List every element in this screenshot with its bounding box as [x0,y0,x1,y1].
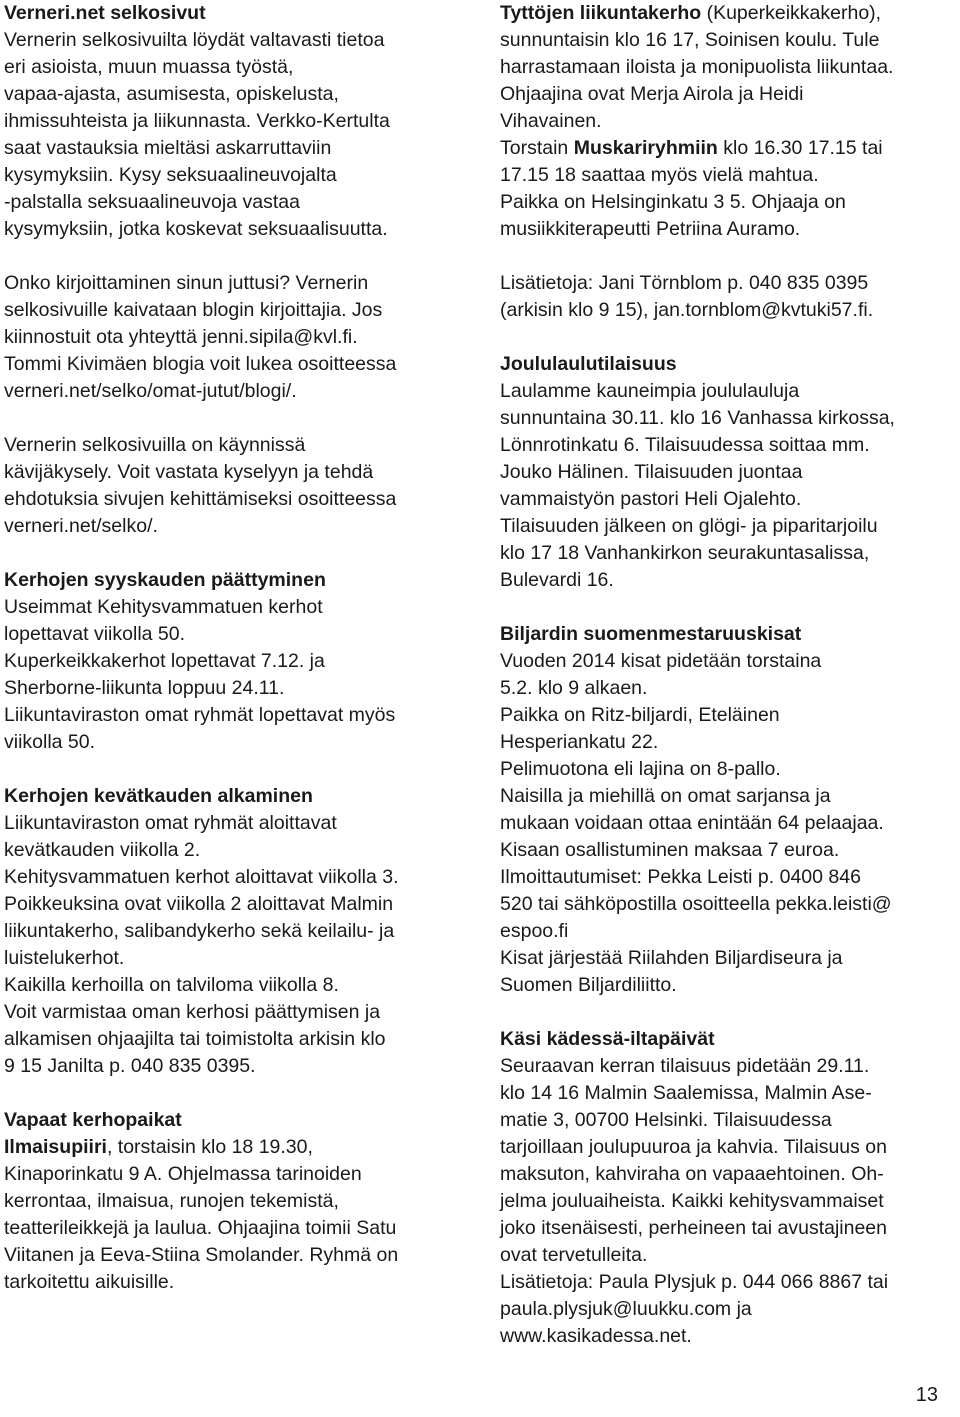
text-line: Ohjaajina ovat Merja Airola ja Heidi [500,83,804,105]
text-line: www.kasikadessa.net. [500,1325,692,1347]
section-hand-in-hand-afternoons [500,1026,956,1350]
text-line: -palstalla seksuaalineuvoja vastaa [4,191,300,213]
text-line: kiinnostuit ota yhteyttä jenni.sipila@kvl.fi. [4,326,358,348]
heading-verneri-selkosivut: Verneri.net selkosivut [4,2,206,24]
text-line: verneri.net/selko/omat-jutut/blogi/. [4,380,297,402]
text-line: Jouko Hälinen. Tilaisuuden juontaa [500,461,803,483]
heading-billiards-championship: Biljardin suomenmestaruuskisat [500,623,802,645]
text-line: matie 3, 00700 Helsinki. Tilaisuudessa [500,1109,832,1131]
text-line: liikuntakerho, salibandykerho sekä keilailu- ja [4,920,395,942]
text-fragment: klo 16.30 17.15 tai [717,137,883,159]
text-line: Useimmat Kehitysvammatuen kerhot [4,596,323,618]
text-line: selkosivuille kaivataan blogin kirjoittajia. Jos [4,299,383,321]
text-line: Liikuntaviraston omat ryhmät aloittavat [4,812,337,834]
text-line: Kaikilla kerhoilla on talviloma viikolla 8. [4,974,339,996]
text-fragment: (Kuperkeikkakerho), [701,2,882,24]
text-line: Vernerin selkosivuilta löydät valtavasti tietoa [4,29,385,51]
text-line: Voit varmistaa oman kerhosi päättymisen ja [4,1001,381,1023]
text-line: kävijäkysely. Voit vastata kyselyyn ja tehdä [4,461,374,483]
text-line: Lönnrotinkatu 6. Tilaisuudessa soittaa mm. [500,434,870,456]
text-line: Kehitysvammatuen kerhot aloittavat viikolla 3. [4,866,399,888]
text-line: Poikkeuksina ovat viikolla 2 aloittavat Malmin [4,893,394,915]
text-line: Vihavainen. [500,110,602,132]
text-line: Onko kirjoittaminen sinun juttusi? Vernerin [4,272,369,294]
section-verneri-selkosivut [4,0,474,243]
text-line: Seuraavan kerran tilaisuus pidetään 29.11. [500,1055,870,1077]
text-line: Vuoden 2014 kisat pidetään torstaina [500,650,822,672]
club-name-girls-sports: Tyttöjen liikuntakerho [500,2,702,24]
text-line: ehdotuksia sivujen kehittämiseksi osoitteessa [4,488,397,510]
text-line: Tilaisuuden jälkeen on glögi- ja piparitarjoilu [500,515,878,537]
text-fragment: , torstaisin klo 18 19.30, [106,1136,313,1158]
text-line: Kisat järjestää Riilahden Biljardiseura ja [500,947,843,969]
text-line: Lisätietoja: Jani Törnblom p. 040 835 0395 [500,272,869,294]
text-line: Viitanen ja Eeva-Stiina Smolander. Ryhmä on [4,1244,399,1266]
text-line: (arkisin klo 9 15), jan.tornblom@kvtuki57.fi. [500,299,874,321]
text-line: eri asioista, muun muassa työstä, [4,56,294,78]
text-line: ovat tervetulleita. [500,1244,648,1266]
text-line: harrastamaan iloista ja monipuolista liikuntaa. [500,56,894,78]
text-line: vammaistyön pastori Heli Ojalehto. [500,488,802,510]
text-line: Hesperiankatu 22. [500,731,659,753]
text-line: 9 15 Janilta p. 040 835 0395. [4,1055,256,1077]
section-billiards-championship [500,621,956,999]
text-line: Pelimuotona eli lajina on 8-pallo. [500,758,781,780]
heading-christmas-carols: Joululaulutilaisuus [500,353,677,375]
text-line: Kinaporinkatu 9 A. Ohjelmassa tarinoiden [4,1163,362,1185]
section-christmas-carols [500,351,956,594]
text-line: Naisilla ja miehillä on omat sarjansa ja [500,785,831,807]
text-line: Sherborne-liikunta loppuu 24.11. [4,677,285,699]
text-line: Bulevardi 16. [500,569,614,591]
text-line: paula.plysjuk@luukku.com ja [500,1298,752,1320]
section-blog-writers [4,270,474,405]
text-line: 5.2. klo 9 alkaen. [500,677,648,699]
text-line: Laulamme kauneimpia joululauluja [500,380,800,402]
heading-hand-in-hand-afternoons: Käsi kädessä-iltapäivät [500,1028,715,1050]
text-line: jelma jouluaiheista. Kaikki kehitysvammaiset [500,1190,884,1212]
text-line: vapaa-ajasta, asumisesta, opiskelusta, [4,83,339,105]
text-line: kevätkauden viikolla 2. [4,839,201,861]
text-line [500,135,956,162]
text-line: kerrontaa, ilmaisua, runojen tekemistä, [4,1190,339,1212]
heading-autumn-season-end: Kerhojen syyskauden päättyminen [4,569,326,591]
text-line: viikolla 50. [4,731,96,753]
text-line: alkamisen ohjaajilta tai toimistolta arkisin klo [4,1028,386,1050]
club-name-muskari: Muskariryhmiin [573,137,718,159]
text-line: Liikuntaviraston omat ryhmät lopettavat myös [4,704,396,726]
text-line: Kisaan osallistuminen maksaa 7 euroa. [500,839,840,861]
text-line: Vernerin selkosivuilla on käynnissä [4,434,306,456]
text-line: Kuperkeikkakerhot lopettavat 7.12. ja [4,650,325,672]
text-line: Suomen Biljardiliitto. [500,974,677,996]
page-number: 13 [915,1384,938,1406]
text-line: ihmissuhteista ja liikunnasta. Verkko-Kertulta [4,110,390,132]
text-line: Tommi Kivimäen blogia voit lukea osoitteessa [4,353,397,375]
text-line: teatterileikkejä ja laulua. Ohjaajina toimii Satu [4,1217,397,1239]
text-line: 17.15 18 saattaa myös vielä mahtua. [500,164,819,186]
text-line: kysymyksiin. Kysy seksuaalineuvojalta [4,164,337,186]
text-line: tarkoitettu aikuisille. [4,1271,175,1293]
section-visitor-survey [4,432,474,540]
text-line: espoo.fi [500,920,569,942]
club-name-ilmaisupiiri: Ilmaisupiiri [4,1136,107,1158]
text-line: verneri.net/selko/. [4,515,158,537]
text-line [500,0,956,27]
section-contact-info [500,270,956,324]
heading-spring-season-start: Kerhojen kevätkauden alkaminen [4,785,313,807]
text-fragment: Torstain [500,137,574,159]
text-line: Ilmoittautumiset: Pekka Leisti p. 0400 846 [500,866,861,888]
text-line: mukaan voidaan ottaa enintään 64 pelaajaa. [500,812,884,834]
text-line: musiikkiterapeutti Petriina Auramo. [500,218,801,240]
text-line [4,1134,474,1161]
section-autumn-season-end [4,567,474,756]
text-line: klo 14 16 Malmin Saalemissa, Malmin Ase- [500,1082,872,1104]
text-line: lopettavat viikolla 50. [4,623,186,645]
section-spring-season-start [4,783,474,1080]
text-line: klo 17 18 Vanhankirkon seurakuntasalissa, [500,542,870,564]
text-line: maksuton, kahviraha on vapaaehtoinen. Oh- [500,1163,884,1185]
text-line: sunnuntaisin klo 16 17, Soinisen koulu. Tule [500,29,880,51]
section-girls-sports-club [500,0,956,243]
heading-free-club-places: Vapaat kerhopaikat [4,1109,182,1131]
section-free-club-places [4,1107,474,1296]
text-line: saat vastauksia mieltäsi askarruttaviin [4,137,332,159]
text-line: tarjoillaan joulupuuroa ja kahvia. Tilaisuus on [500,1136,887,1158]
text-line: luistelukerhot. [4,947,125,969]
text-line: sunnuntaina 30.11. klo 16 Vanhassa kirkossa, [500,407,895,429]
text-line: Paikka on Helsinginkatu 3 5. Ohjaaja on [500,191,846,213]
text-line: Lisätietoja: Paula Plysjuk p. 044 066 8867 tai [500,1271,889,1293]
left-column [4,0,474,1296]
text-line: 520 tai sähköpostilla osoitteella pekka.leisti@ [500,893,892,915]
right-column [500,0,956,1350]
text-line: kysymyksiin, jotka koskevat seksuaalisuutta. [4,218,388,240]
text-line: Paikka on Ritz-biljardi, Eteläinen [500,704,780,726]
text-line: joko itsenäisesti, perheineen tai avustajineen [500,1217,888,1239]
